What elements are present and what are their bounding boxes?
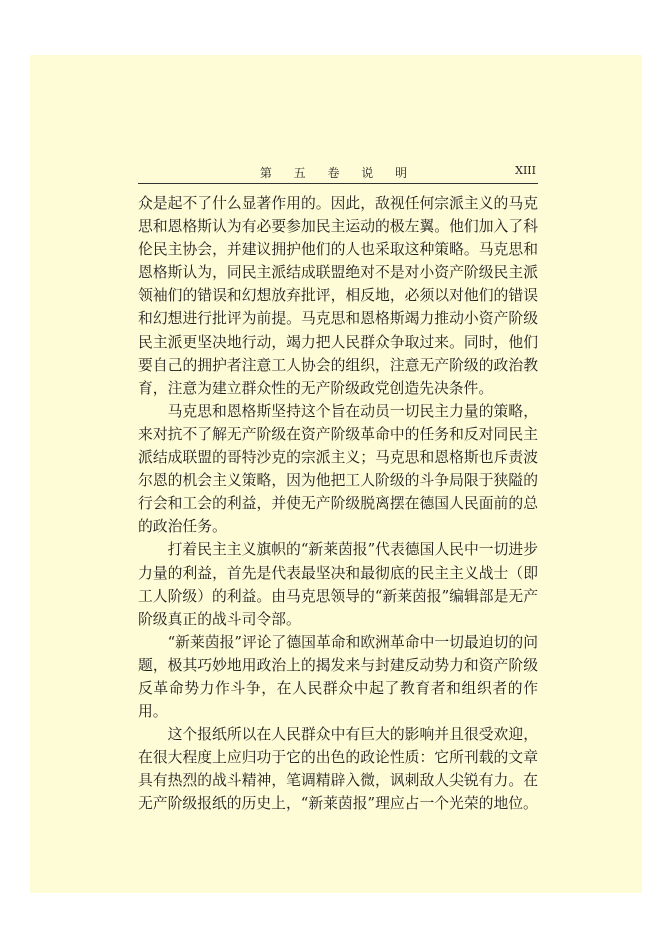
paragraph: “新莱茵报”评论了德国革命和欧洲革命中一切最迫切的问题，极其巧妙地用政治上的揭发来与封建反动势力和资产阶级反革命势力作斗争，在人民群众中起了教育者和组织者的作用。	[138, 633, 538, 721]
paragraph-continued: 众是起不了什么显著作用的。因此，敌视任何宗派主义的马克思和恩格斯认为有必要参加民主运动的极左翼。他们加入了科伦民主协会，并建议拥护他们的人也采取这种策略。马克思和恩格斯认为，同民主派结成联盟绝对不是对小资产阶级民主派领袖们的错误和幻想放弃批评，相反地，必须以对他们的错误和幻想进行批评为前提。马克思和恩格斯竭力推动小资产阶级民主派更坚决地行动，竭力把人民群众争取过来。同时，他们要自己的拥护者注意工人协会的组织，注意无产阶级的政治教育，注意为建立群众性的无产阶级政党创造先决条件。	[138, 195, 538, 397]
header-rule	[138, 183, 538, 184]
paragraph: 这个报纸所以在人民群众中有巨大的影响并且很受欢迎，在很大程度上应归功于它的出色的政论性质：它所刊载的文章具有热烈的战斗精神，笔调精辟入微，讽刺敌人尖锐有力。在无产阶级报纸的历史上，“新莱茵报”理应占一个光荣的地位。	[138, 726, 538, 813]
body-text	[138, 192, 538, 816]
paragraph: 马克思和恩格斯坚持这个旨在动员一切民主力量的策略，来对抗不了解无产阶级在资产阶级革命中的任务和反对同民主派结成联盟的哥特沙克的宗派主义；马克思和恩格斯也斥责波尔恩的机会主义策略，因为他把工人阶级的斗争局限于狭隘的行会和工会的利益，并使无产阶级脱离摆在德国人民面前的总的政治任务。	[138, 402, 538, 536]
running-header	[138, 162, 538, 182]
running-title: 第 五 卷 说 明	[259, 166, 417, 180]
paragraph: 打着民主主义旗帜的“新莱茵报”代表德国人民中一切进步力量的利益，首先是代表最坚决和最彻底的民主主义战士（即工人阶级）的利益。由马克思领导的“新莱茵报”编辑部是无产阶级真正的战斗司令部。	[138, 541, 538, 628]
page-number: XIII	[515, 164, 536, 177]
